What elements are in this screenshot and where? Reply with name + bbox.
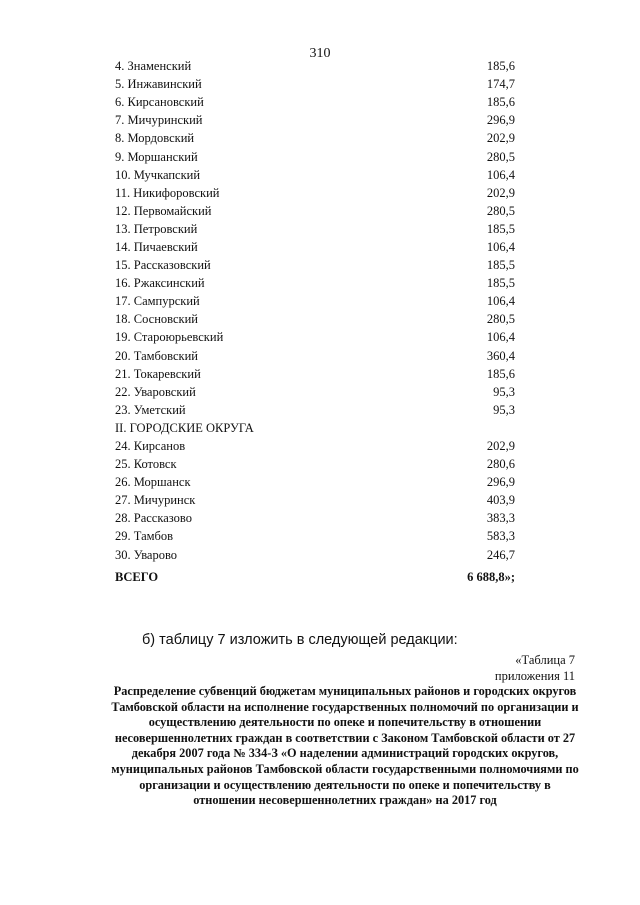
table-row [115, 57, 515, 75]
table-row [115, 111, 515, 129]
table-row [115, 93, 515, 111]
row-name: 15. Рассказовский [115, 258, 211, 273]
row-name: 10. Мучкапский [115, 167, 201, 182]
row-value: 202,9 [486, 439, 515, 454]
row-name: 24. Кирсанов [115, 439, 186, 454]
row-name: 29. Тамбов [115, 529, 174, 544]
row-name: 16. Ржаксинский [115, 276, 205, 291]
row-name: 7. Мичуринский [115, 113, 203, 128]
section-title: II. ГОРОДСКИЕ ОКРУГА [115, 420, 254, 435]
row-value: 185,6 [486, 95, 515, 110]
table-row [115, 147, 515, 165]
row-name: 21. Токаревский [115, 366, 201, 381]
table-row [115, 365, 515, 383]
row-name: 9. Моршанский [115, 149, 198, 164]
table-row [115, 347, 515, 365]
row-value: 280,5 [486, 312, 515, 327]
table-row [115, 292, 515, 310]
total-row [115, 564, 515, 586]
row-value: 185,5 [486, 276, 515, 291]
table-row [115, 166, 515, 184]
row-value: 185,6 [486, 366, 515, 381]
table-reference-line1: «Таблица 7 [515, 653, 575, 667]
row-value: 174,7 [486, 77, 515, 92]
row-name: 19. Староюрьевский [115, 330, 224, 345]
table-row [115, 238, 515, 256]
row-name: 6. Кирсановский [115, 95, 204, 110]
row-name: 4. Знаменский [115, 59, 192, 74]
row-name: 30. Уварово [115, 547, 178, 562]
row-value: 185,6 [486, 59, 515, 74]
row-value: 95,3 [493, 402, 515, 417]
row-name: 8. Мордовский [115, 131, 195, 146]
instruction-text: б) таблицу 7 изложить в следующей редакции: [142, 632, 458, 648]
row-value: 403,9 [486, 493, 515, 508]
row-name: 28. Рассказово [115, 511, 192, 526]
section-header-row [115, 419, 515, 437]
table-row [115, 383, 515, 401]
table-row [115, 509, 515, 527]
row-value: 246,7 [486, 547, 515, 562]
row-value: 280,5 [486, 203, 515, 218]
row-value: 583,3 [486, 529, 515, 544]
row-name: 12. Первомайский [115, 203, 212, 218]
total-value: 6 688,8»; [467, 569, 515, 584]
row-value: 185,5 [486, 258, 515, 273]
row-name: 25. Котовск [115, 457, 177, 472]
row-value: 106,4 [486, 167, 515, 182]
table-row [115, 75, 515, 93]
row-value: 106,4 [486, 330, 515, 345]
row-name: 17. Сампурский [115, 294, 200, 309]
row-name: 5. Инжавинский [115, 77, 202, 92]
row-name: 22. Уваровский [115, 384, 196, 399]
row-value: 360,4 [486, 348, 515, 363]
row-value: 280,6 [486, 457, 515, 472]
table-row [115, 546, 515, 564]
table-row [115, 274, 515, 292]
row-name: 14. Пичаевский [115, 239, 198, 254]
row-value: 296,9 [486, 475, 515, 490]
table-row [115, 473, 515, 491]
page-number: 310 [309, 46, 331, 61]
table-reference [495, 652, 575, 684]
table-row [115, 310, 515, 328]
row-value: 202,9 [486, 131, 515, 146]
row-value: 296,9 [486, 113, 515, 128]
table-row [115, 129, 515, 147]
table-row [115, 437, 515, 455]
row-name: 11. Никифоровский [115, 185, 220, 200]
table-row [115, 202, 515, 220]
row-value: 280,5 [486, 149, 515, 164]
table-row [115, 328, 515, 346]
row-value: 185,5 [486, 221, 515, 236]
table-row [115, 491, 515, 509]
total-label: ВСЕГО [115, 569, 159, 584]
subvention-table [115, 57, 515, 586]
row-value: 95,3 [493, 384, 515, 399]
table-row [115, 527, 515, 545]
row-value: 106,4 [486, 294, 515, 309]
row-name: 27. Мичуринск [115, 493, 196, 508]
table-reference-line2: приложения 11 [494, 669, 575, 683]
table-row [115, 401, 515, 419]
table-row [115, 220, 515, 238]
row-name: 18. Сосновский [115, 312, 198, 327]
table-row [115, 455, 515, 473]
table-row [115, 184, 515, 202]
row-name: 23. Уметский [115, 402, 186, 417]
row-value: 106,4 [486, 239, 515, 254]
row-name: 20. Тамбовский [115, 348, 198, 363]
table-heading: Распределение субвенций бюджетам муниципальных районов и городских округов Тамбовской области на исполнение государственных полномочий по организации и осуществлению деятельности по опеке и попечительству в отношении несовершеннолетних граждан в соответствии с Законом Тамбовской области от 27 декабря 2007 года № 334-З «О наделении администраций городских округов, муниципальных районов Тамбовской области государственными полномочиями по организации и осуществлению деятельности по опеке и попечительству в отношении несовершеннолетних граждан» на 2017 год [111, 684, 579, 808]
row-value: 383,3 [486, 511, 515, 526]
row-value: 202,9 [486, 185, 515, 200]
row-name: 13. Петровский [115, 221, 198, 236]
row-name: 26. Моршанск [115, 475, 191, 490]
table-row [115, 256, 515, 274]
